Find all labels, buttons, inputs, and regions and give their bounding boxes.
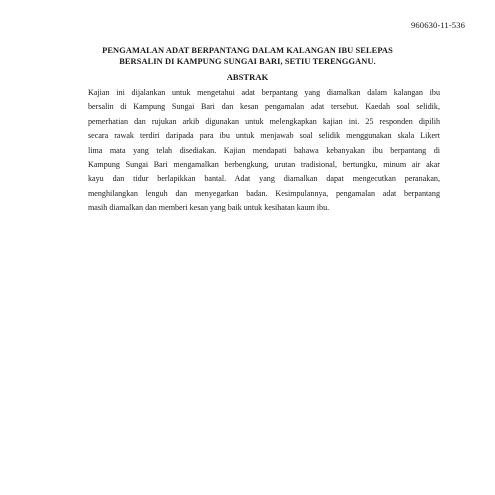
- title-line: BERSALIN DI KAMPUNG SUNGAI BARI, SETIU TERENGGANU.: [119, 57, 376, 66]
- abstract-line: Kajian ini dijalankan untuk mengetahui adat berpantang yang diamalkan dalam kalangan ibu: [88, 88, 440, 97]
- abstract-body: [88, 86, 440, 216]
- abstract-heading: ABSTRAK: [226, 72, 269, 82]
- abstract-line: Kampung Sungai Bari mengamalkan berbengkung, urutan tradisional, bertungku, minum air akar: [88, 159, 440, 169]
- abstract-line: masih diamalkan dan memberi kesan yang baik untuk kesihatan kaum ibu.: [88, 203, 330, 213]
- abstract-line: kayu dan tidur berlapikkan bantal. Adat yang diamalkan dapat mengecutkan peranakan,: [88, 174, 440, 184]
- abstract-line: lima mata yang telah disediakan. Kajian mendapati bahawa kebanyakan ibu berpantang di: [88, 145, 440, 155]
- document-title: [60, 45, 435, 67]
- abstract-line: pemerhatian dan rujukan arkib digunakan untuk melengkapkan kajian ini. 25 responden dipilih: [88, 116, 440, 126]
- abstract-line: secara rawak terdiri daripada para ibu untuk menjawab soal selidik menggunakan skala Likert: [88, 131, 440, 141]
- title-line: PENGAMALAN ADAT BERPANTANG DALAM KALANGAN IBU SELEPAS: [102, 46, 393, 55]
- abstract-line: menghilangkan lenguh dan menyegarkan badan. Kesimpulannya, pengamalan adat berpantang: [88, 188, 440, 198]
- abstract-line: bersalin di Kampung Sungai Bari dan kesan pengamalan adat tersebut. Kaedah soal selidik,: [88, 102, 440, 112]
- document-id-number: 960630-11-536: [411, 20, 465, 30]
